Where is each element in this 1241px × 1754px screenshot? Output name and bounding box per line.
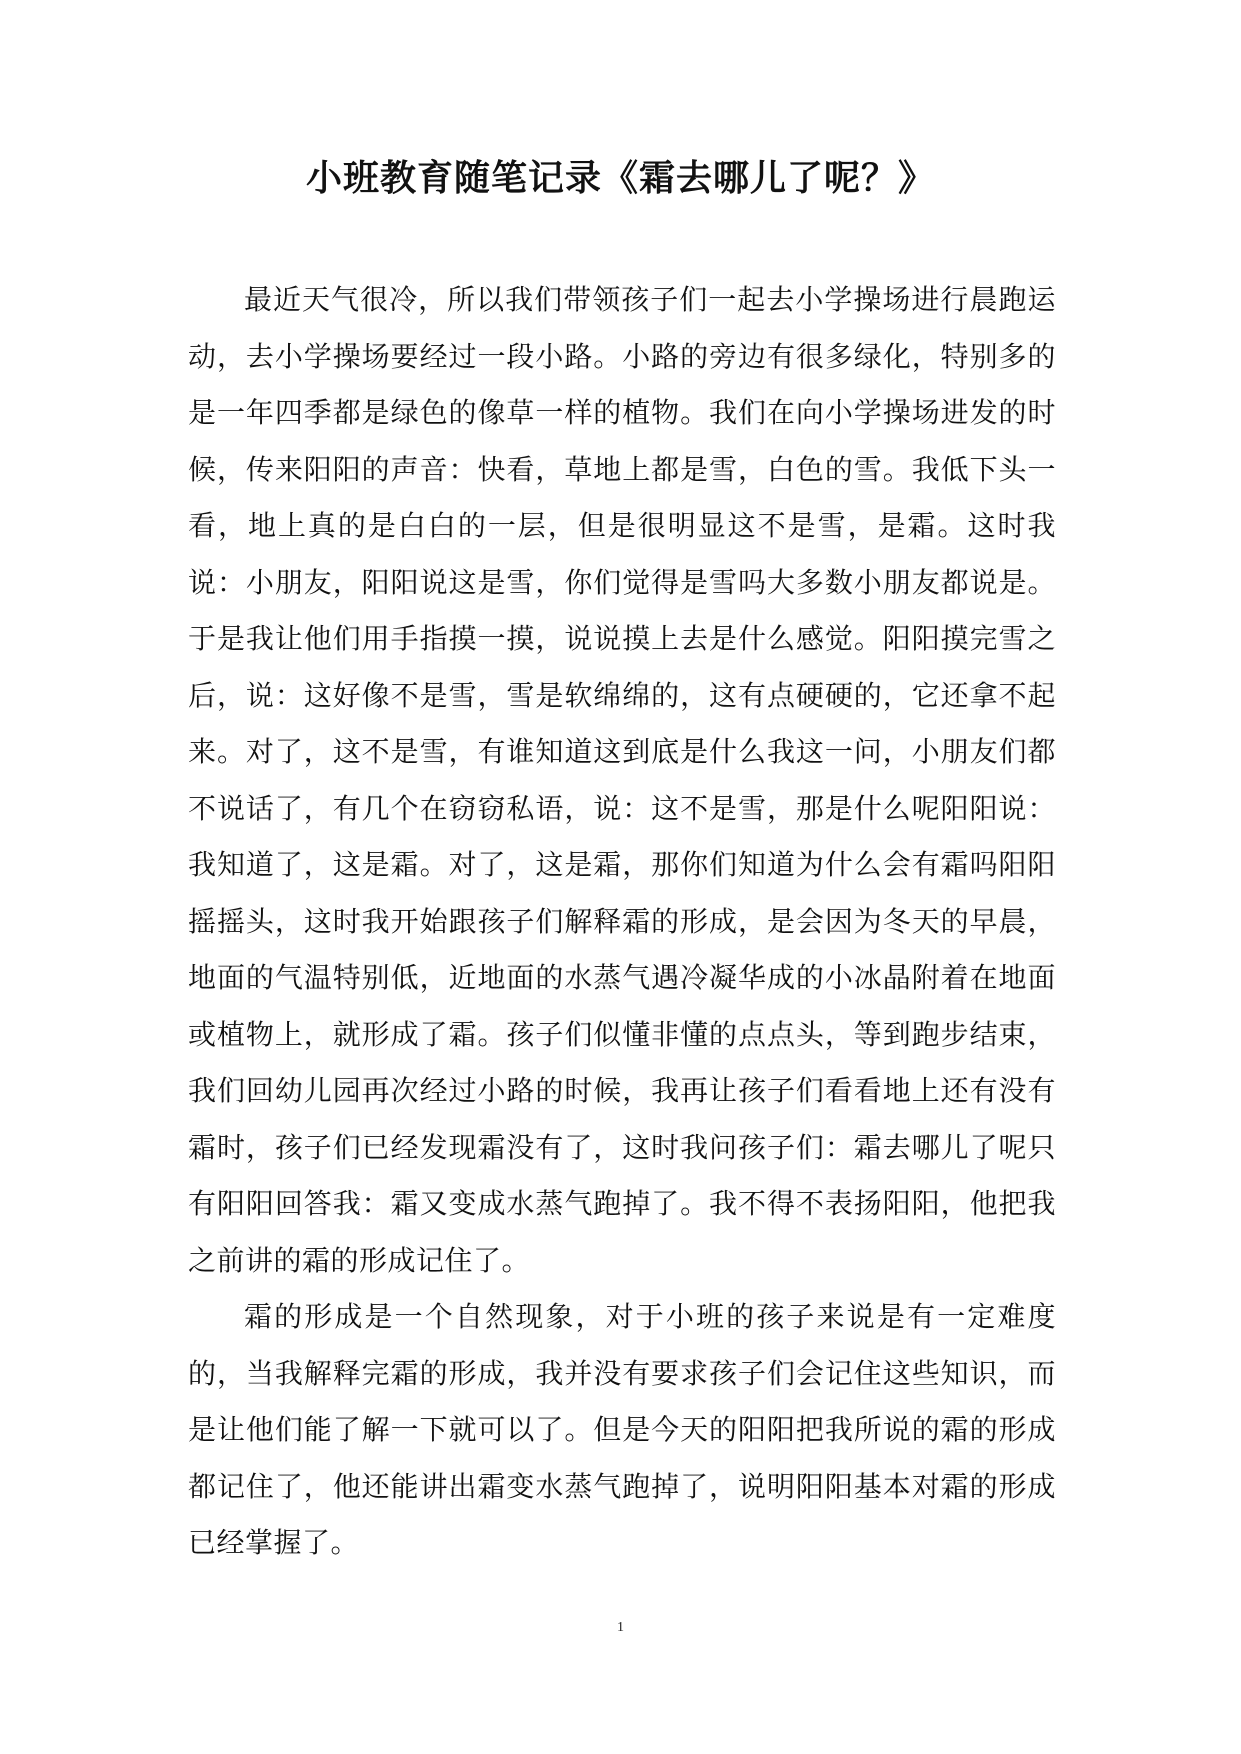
document-title: 小班教育随笔记录《霜去哪儿了呢？》 — [305, 158, 935, 199]
paragraph-2: 霜的形成是一个自然现象，对于小班的孩子来说是有一定难度的，当我解释完霜的形成，我并没有要求孩子们会记住这些知识，而是让他们能了解一下就可以了。但是今天的阳阳把我所说的霜的形成都记住了，他还能讲出霜变水蒸气跑掉了，说明阳阳基本对霜的形成已经掌握了。 — [188, 1300, 1056, 1559]
paragraph-1: 最近天气很冷，所以我们带领孩子们一起去小学操场进行晨跑运动，去小学操场要经过一段小路。小路的旁边有很多绿化，特别多的是一年四季都是绿色的像草一样的植物。我们在向小学操场进发的时候，传来阳阳的声音：快看，草地上都是雪，白色的雪。我低下头一看，地上真的是白白的一层，但是很明显这不是雪，是霜。这时我说：小朋友，阳阳说这是雪，你们觉得是雪吗大多数小朋友都说是。于是我让他们用手指摸一摸，说说摸上去是什么感觉。阳阳摸完雪之后，说：这好像不是雪，雪是软绵绵的，这有点硬硬的，它还拿不起来。对了，这不是雪，有谁知道这到底是什么我这一问，小朋友们都不说话了，有几个在窃窃私语，说：这不是雪，那是什么呢阳阳说：我知道了，这是霜。对了，这是霜，那你们知道为什么会有霜吗阳阳摇摇头，这时我开始跟孩子们解释霜的形成，是会因为冬天的早晨，地面的气温特别低，近地面的水蒸气遇冷凝华成的小冰晶附着在地面或植物上，就形成了霜。孩子们似懂非懂的点点头，等到跑步结束，我们回幼儿园再次经过小路的时候，我再让孩子们看看地上还有没有霜时，孩子们已经发现霜没有了，这时我问孩子们：霜去哪儿了呢只有阳阳回答我：霜又变成水蒸气跑掉了。我不得不表扬阳阳，他把我之前讲的霜的形成记住了。 — [188, 283, 1056, 1277]
document-body — [188, 272, 1056, 1572]
page-number: 1 — [617, 1620, 624, 1635]
